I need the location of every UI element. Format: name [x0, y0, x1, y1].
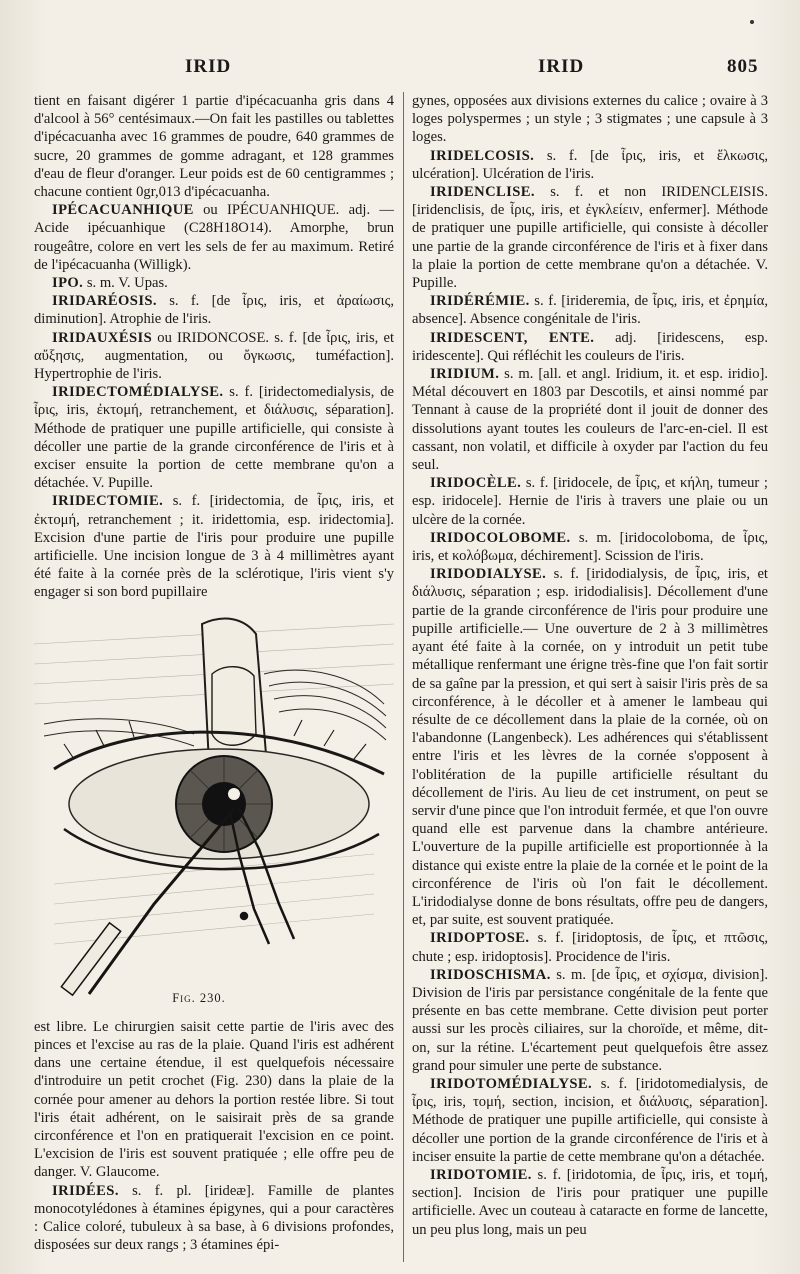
- headword: IRIDESCENT, ENTE.: [430, 329, 595, 346]
- entry-ipecacuanhique: [34, 201, 394, 274]
- headword: IRIDECTOMÉDIALYSE.: [52, 384, 224, 401]
- entry-iridareosis: [34, 292, 394, 328]
- entry-text: s. f. [iridocele, de ἶρις, et κήλη, tumeur ; esp. iridocele]. Hernie de l'iris à travers une plaie ou un ulcère de la cornée.: [412, 475, 768, 528]
- headword: IRIDOTOMIE.: [430, 1166, 532, 1183]
- entry-text: s. f. [iridoptosis, de ἶρις, et πτῶσις, chute ; esp. iridoptosis]. Procidence de l'iris.: [412, 930, 768, 965]
- entry-iridescent: [412, 329, 768, 365]
- right-column: [412, 92, 768, 1239]
- page-number: 805: [727, 56, 759, 77]
- entry-text: adj. [iridescens, esp. iridescente]. Qui réfléchit les couleurs de l'iris.: [412, 329, 768, 364]
- headword: IRIDENCLISE.: [430, 184, 535, 201]
- entry-irideremie: [412, 292, 768, 328]
- headword: IPO.: [52, 275, 84, 292]
- entry-iridotomedialyse: [412, 1075, 768, 1166]
- entry-text: s. f. [iridodialysis, de ἶρις, iris, et διάλυσις, séparation ; esp. iridodialisis]. Décollement d'une partie de la grande circonférence de l'iris pour produire une pupille artificielle.— Une ouverture de 2 à 3 millimètres ayant été faite à la cornée, on y introduit un petit tube métallique renfermant une érigne très-fine que l'on fait sortir de sa gaîne par la pression, et qui sert à saisir l'iris près de sa circonférence, à le décoller et à amener le lambeau qui résulte de ce décollement dans la plaie de la cornée, où on l'abandonne (Langenbeck). Les adhérences qui s'établissent entre l'iris et les lèvres de la cornée s'opposent à l'oblitération de la pupille artificielle résultant du décollement de l'iris. Au lieu de cet instrument, on peut se servir d'une pince que l'on introduit fermée, et que l'on ouvre quand elle est parvenue dans la chambre antérieure. L'ouverture de la pupille artificielle est proportionnée à la distance qui existe entre la plaie de la cornée et le point de la circonférence de l'iris où l'on fait le décollement. L'iridodialyse donne de bons résultats, offre peu de dangers, et, par suite, est souvent pratiquée.: [412, 566, 768, 929]
- entry-text: s. f. [iridotomia, de ἶρις, iris, et τομή, section]. Incision de l'iris pour pratiquer une pupille artificielle. Avec un couteau à cataracte en forme de lancette, un peu plus long, mais un peu: [412, 1166, 768, 1238]
- headword: IRIDÉRÉMIE.: [430, 293, 530, 310]
- entry-iridium: [412, 365, 768, 474]
- continued-paragraph: est libre. Le chirurgien saisit cette partie de l'iris avec des pinces et l'excise au ras de la plaie. Quand l'iris est adhérent dans une certaine étendue, il est quelquefois nécessaire d'introduire un petit crochet (Fig. 230) dans la plaie de la cornée pour amener au dehors la portion restée libre. Si tout l'iris était adhérent, on le saisirait près de sa grande circonférence et l'on en pratiquerait l'excision en ce point. L'excision de l'iris est souvent pratiquée ; elle offre peu de danger. V. Glaucome.: [34, 1018, 394, 1181]
- headword: IRIDOCÈLE.: [430, 475, 522, 492]
- headword: IRIDIUM.: [430, 366, 500, 383]
- figure-230: [34, 604, 394, 1014]
- entry-iridoschisma: [412, 966, 768, 1075]
- headword: IRIDOSCHISMA.: [430, 966, 551, 983]
- headword: IRIDAUXÉSIS: [52, 329, 153, 346]
- continued-paragraph: gynes, opposées aux divisions externes du calice ; ovaire à 3 loges polyspermes ; un style ; 3 stigmates ; une capsule à 3 loges.: [412, 93, 768, 146]
- entry-iridectomedialyse: [34, 383, 394, 492]
- entry-text: s. f. et non IRIDENCLEISIS. [iridenclisis, de ἶρις, iris, et ἐγκλείειν, enfermer]. Méthode de pratiquer une pupille artificielle, qui consiste à décoller une partie de la grande circonférence de l'iris et à fixer dans la plaie la portion de cette membrane qu'on a détachée. V. Pupille.: [412, 184, 768, 292]
- entry-iridenclise: [412, 183, 768, 292]
- left-running-title: IRID: [185, 56, 232, 77]
- headword: IRIDODIALYSE.: [430, 566, 547, 583]
- entry-iridectomie: [34, 492, 394, 601]
- entry-text: s. m. [de ἶρις, et σχίσμα, division]. Division de l'iris par persistance congénitale de la fente que présente en bas cette membrane. Cette division peut porter aussi sur les procès ciliaires, sur la choroïde, et même, dit-on, sur la rétine. L'écartement peut quelquefois être assez grand pour simuler une perte de substance.: [412, 966, 768, 1074]
- headword: IRIDECTOMIE.: [52, 493, 164, 510]
- entry-iridees: [34, 1182, 394, 1255]
- entry-text: s. f. [iridotomedialysis, de ἶρις, iris, τομή, section, incision, et διάλυσις, séparation]. Méthode de pratiquer une pupille artificielle, qui consiste à décoller une portion de la grande circonférence de l'iris et à inciser ensuite la partie de cette membrane qu'on a détachée.: [412, 1075, 768, 1165]
- entry-iridoptose: [412, 929, 768, 965]
- headword: IPÉCACUANHIQUE: [52, 202, 194, 219]
- running-head: [0, 56, 800, 84]
- entry-text: s. f. [iridectomia, de ἶρις, iris, et ἐκτομή, retranchement ; it. iridettomia, esp. iridectomia]. Excision d'une partie de l'iris pour produire une pupille artificielle. Une incision longue de 3 à 4 millimètres ayant été faite à la cornée près de la sclérotique, l'iris vient s'y engager si son bord pupillaire: [34, 493, 395, 601]
- entry-iridelcosis: [412, 147, 768, 183]
- entry-text: s. f. [iridectomedialysis, de ἶρις, iris, ἐκτομή, retranchement, et διάλυσις, séparation]. Méthode de pratiquer une pupille artificielle, qui consiste à décoller une partie de la grande circonférence de l'iris et à exciser ensuite la portion de cette membrane qu'on a détachée. V. Pupille.: [34, 384, 394, 492]
- left-column: [34, 92, 394, 1254]
- entry-text: ou IRIDONCOSE. s. f. [de ἶρις, iris, et αὔξησις, augmentation, ou ὄγκωσις, tuméfaction]. Hypertrophie de l'iris.: [34, 329, 394, 383]
- headword: IRIDÉES.: [52, 1182, 119, 1199]
- headword: IRIDARÉOSIS.: [52, 293, 157, 310]
- entry-text: s. m. [iridocoloboma, de ἶρις, iris, et κολόβωμα, déchirement]. Scission de l'iris.: [412, 529, 768, 565]
- entry-text: s. m. [all. et angl. Iridium, it. et esp. iridio]. Métal découvert en 1803 par Descotils, et ainsi nommé par Tennant à cause de la propriété dont il jouit de donner des dissolutions ayant toutes les couleurs de l'arc-en-ciel. Il est cassant, non volatil, et difficile à oxyder par l'action du feu seul.: [412, 366, 768, 474]
- headword: IRIDOPTOSE.: [430, 930, 530, 947]
- column-divider: [403, 92, 404, 1262]
- headword: IRIDELCOSIS.: [430, 147, 535, 164]
- entry-text: s. f. [de ἶρις, iris, et ἕλκωσις, ulcération]. Ulcération de l'iris.: [412, 147, 768, 182]
- entry-text: ou IPÉCUANHIQUE. adj. — Acide ipécuanhique (C28H18O14). Amorphe, brun rougeâtre, colore en vert les sels de fer au maximum. Retiré de l'ipécacuanha (Willigk).: [34, 202, 394, 273]
- entry-iridotomie: [412, 1166, 768, 1239]
- entry-iridocele: [412, 474, 768, 529]
- headword: IRIDOCOLOBOME.: [430, 529, 571, 546]
- entry-text: s. f. pl. [irideæ]. Famille de plantes monocotylédones à étamines épigynes, qui a pour caractères : Calice coloré, tubuleux à sa base, à 6 divisions profondes, disposées sur deux rangs ; 3 étamines épi-: [34, 1182, 394, 1254]
- figure-caption: Fig. 230.: [172, 991, 226, 1006]
- entry-text: s. f. [irideremia, de ἶρις, iris, et ἐρημία, absence]. Absence congénitale de l'iris.: [412, 293, 768, 328]
- entry-ipo: [34, 274, 394, 292]
- continued-paragraph: tient en faisant digérer 1 partie d'ipécacuanha gris dans 4 d'alcool à 56° centésimaux.—On fait les pastilles ou tablettes d'ipécacuanha avec 16 grammes de poudre, 640 grammes de sucre, 20 grammes de gomme adragant, et 128 grammes d'eau de fleur d'oranger. Leur poids est de 60 centigrammes ; chacune contient 0gr,013 d'ipécacuanha.: [34, 93, 394, 201]
- speck: [750, 20, 754, 24]
- entry-text: s. f. [de ἶρις, iris, et ἀραίωσις, diminution]. Atrophie de l'iris.: [34, 293, 394, 328]
- entry-iridocolobome: [412, 529, 768, 565]
- entry-text: s. m. V. Upas.: [83, 275, 168, 292]
- headword: IRIDOTOMÉDIALYSE.: [430, 1075, 593, 1092]
- eye-surgery-engraving: [34, 604, 394, 1014]
- right-running-title: IRID: [538, 56, 585, 77]
- entry-iridauxesis: [34, 329, 394, 384]
- entry-iridodialyse: [412, 565, 768, 929]
